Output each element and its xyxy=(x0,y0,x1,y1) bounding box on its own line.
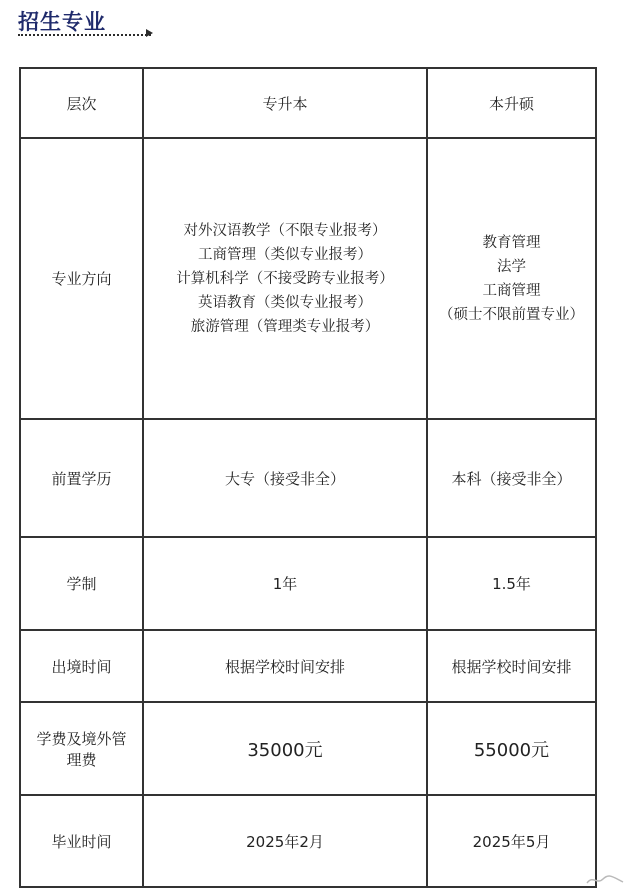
title-underline xyxy=(18,34,151,36)
table-header-row xyxy=(20,68,596,138)
table-cell: 35000元 xyxy=(143,702,427,795)
row-label-line: 理费 xyxy=(66,750,97,769)
row-label: 专业方向 xyxy=(20,138,143,419)
header-upgrade-bachelor: 专升本 xyxy=(143,68,427,138)
list-item: 工商管理 xyxy=(482,282,541,299)
admission-table xyxy=(19,67,597,888)
table-cell: 55000元 xyxy=(427,702,596,795)
row-label: 前置学历 xyxy=(20,419,143,537)
header-upgrade-master: 本升硕 xyxy=(427,68,596,138)
table-row xyxy=(20,795,596,887)
list-item: 英语教育（类似专业报考） xyxy=(198,294,372,311)
list-item: （硕士不限前置专业） xyxy=(439,306,584,323)
row-label: 学制 xyxy=(20,537,143,630)
section-title: 招生专业 xyxy=(18,10,106,34)
arrow-icon xyxy=(146,29,153,37)
list-item: 旅游管理（管理类专业报考） xyxy=(190,318,380,335)
master-majors xyxy=(427,138,596,419)
signature-mark xyxy=(585,873,625,887)
table-row xyxy=(20,702,596,795)
table-cell: 1年 xyxy=(143,537,427,630)
table-cell: 本科（接受非全） xyxy=(427,419,596,537)
row-label-line: 学费及境外管 xyxy=(36,729,127,748)
row-label: 毕业时间 xyxy=(20,795,143,887)
row-label xyxy=(20,702,143,795)
bachelor-majors xyxy=(143,138,427,419)
header-level: 层次 xyxy=(20,68,143,138)
list-item: 法学 xyxy=(497,258,526,275)
list-item: 教育管理 xyxy=(482,234,541,251)
table-row xyxy=(20,630,596,702)
table-cell: 根据学校时间安排 xyxy=(427,630,596,702)
list-item: 计算机科学（不接受跨专业报考） xyxy=(176,270,394,287)
table-cell: 2025年5月 xyxy=(427,795,596,887)
table-row xyxy=(20,138,596,419)
row-label: 出境时间 xyxy=(20,630,143,702)
table-cell: 2025年2月 xyxy=(143,795,427,887)
table-cell: 根据学校时间安排 xyxy=(143,630,427,702)
table-cell: 1.5年 xyxy=(427,537,596,630)
table-cell: 大专（接受非全） xyxy=(143,419,427,537)
table-row xyxy=(20,537,596,630)
list-item: 工商管理（类似专业报考） xyxy=(198,246,372,263)
list-item: 对外汉语教学（不限专业报考） xyxy=(183,222,387,239)
table-row xyxy=(20,419,596,537)
